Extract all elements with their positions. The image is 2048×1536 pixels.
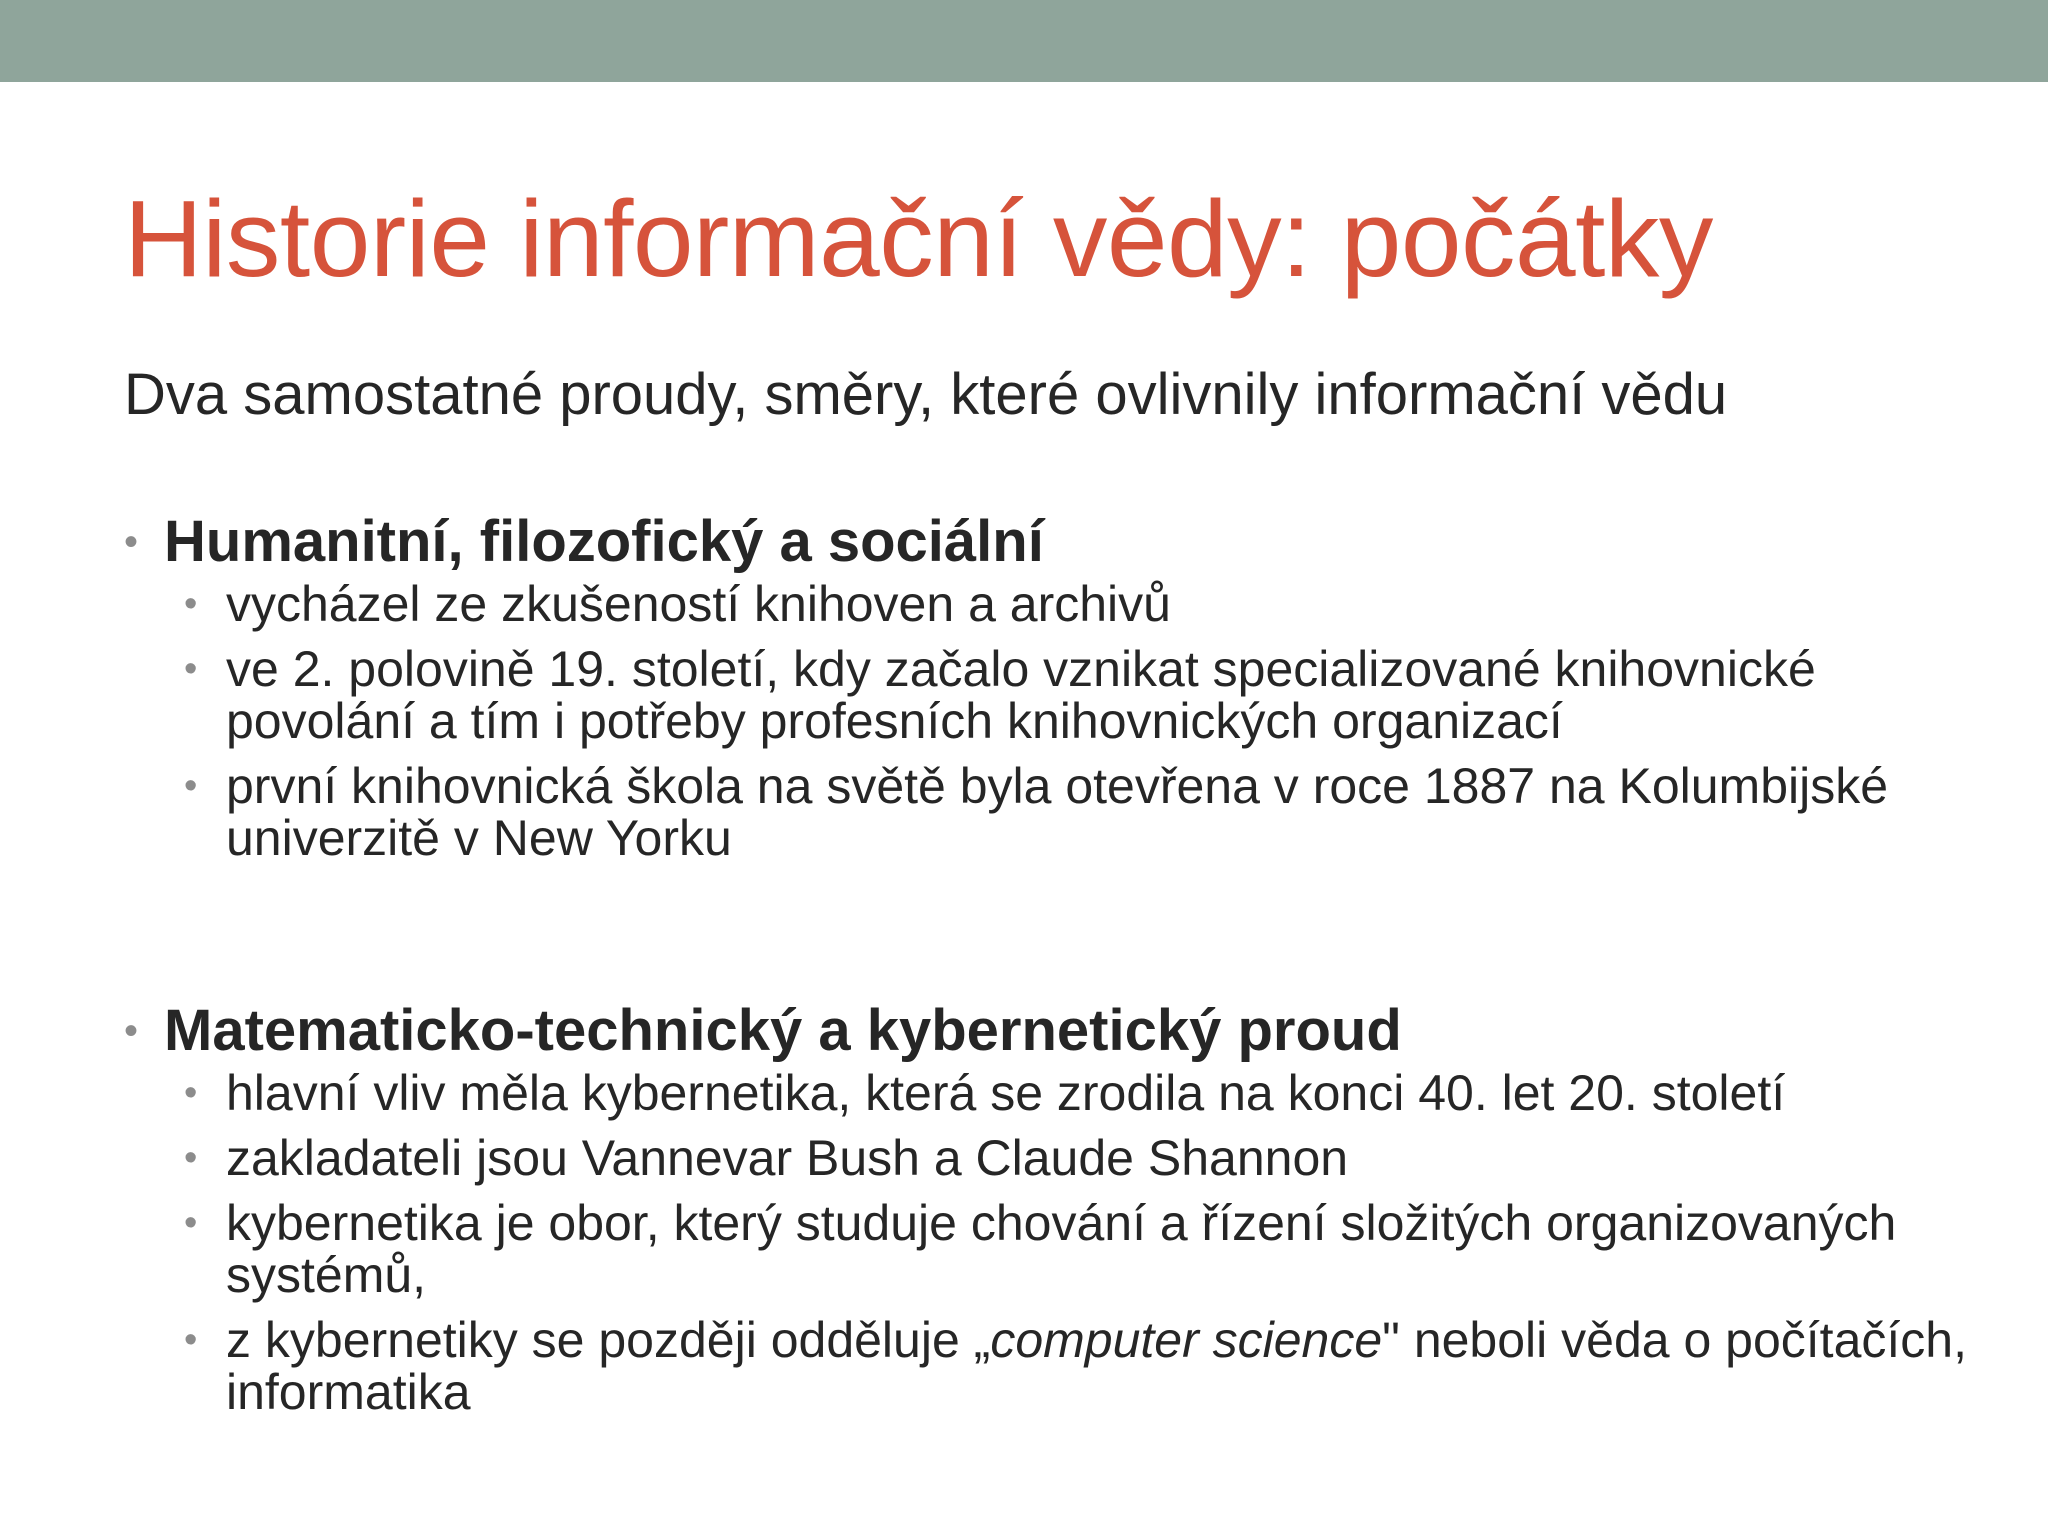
list-item-text: vycházel ze zkušeností knihoven a archivů <box>226 576 1171 632</box>
section-heading: Matematicko-technický a kybernetický proud <box>164 998 1402 1063</box>
bullet-icon: • <box>184 583 198 625</box>
section-mathematical-technical <box>124 997 2004 1418</box>
section-heading-row <box>124 997 2004 1065</box>
bullet-icon: • <box>184 648 198 690</box>
list-item <box>124 1197 2004 1301</box>
bullet-icon: • <box>124 1009 139 1053</box>
bullet-icon: • <box>184 1137 198 1179</box>
list-item-text-before: z kybernetiky se později odděluje „ <box>226 1312 991 1368</box>
list-item <box>124 1314 2004 1418</box>
list-item-text: hlavní vliv měla kybernetika, která se zrodila na konci 40. let 20. století <box>226 1065 1786 1121</box>
list-item <box>124 760 2004 864</box>
list-item-text: kybernetika je obor, který studuje chování a řízení složitých organizovaných systémů, <box>226 1195 1897 1303</box>
bullet-icon: • <box>124 520 139 564</box>
emphasis-computer-science: computer science <box>990 1312 1383 1368</box>
bullet-icon: • <box>184 765 198 807</box>
list-item-text: první knihovnická škola na světě byla otevřena v roce 1887 na Kolumbijské univerzitě v New Yorku <box>226 758 1889 866</box>
list-item <box>124 1132 2004 1184</box>
bullet-icon: • <box>184 1072 198 1114</box>
slide-header-bar <box>0 0 2048 82</box>
sub-bullet-list <box>124 1067 2004 1418</box>
section-heading-row <box>124 508 2004 576</box>
intro-text: Dva samostatné proudy, směry, které ovlivnily informační vědu <box>124 362 1728 427</box>
list-item-text: ve 2. polovině 19. století, kdy začalo vznikat specializované knihovnické povolání a tím i potřeby profesních knihovnických organizací <box>226 641 1816 749</box>
sub-bullet-list <box>124 578 2004 864</box>
bullet-icon: • <box>184 1319 198 1361</box>
slide-title: Historie informační vědy: počátky <box>124 178 1713 300</box>
bullet-icon: • <box>184 1202 198 1244</box>
list-item-text <box>226 1312 1967 1420</box>
list-item-text: zakladateli jsou Vannevar Bush a Claude Shannon <box>226 1130 1349 1186</box>
list-item <box>124 578 2004 630</box>
list-item <box>124 643 2004 747</box>
list-item <box>124 1067 2004 1119</box>
section-humanitarian <box>124 508 2004 864</box>
list-item-text-after: " neboli věda o počítačích, informatika <box>226 1312 1967 1420</box>
section-heading: Humanitní, filozofický a sociální <box>164 509 1044 574</box>
